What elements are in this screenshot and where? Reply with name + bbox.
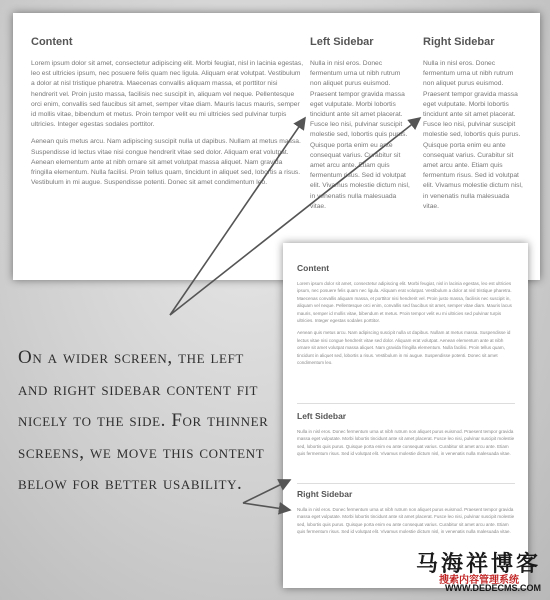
narrow-left-sidebar-heading: Left Sidebar — [297, 411, 347, 421]
watermark-url: WWW.DEDECMS.COM — [445, 583, 541, 593]
wide-content-column — [31, 36, 304, 195]
wide-right-sidebar-heading: Right Sidebar — [423, 36, 495, 48]
narrow-right-sidebar-text: Nulla in nisl eros. Donec fermentum urna ut nibh rutrum non aliquet purus euismod. Praesent tempor gravida massa eget vulputate. Morbi lobortis tincidunt ante sit amet placerat. Fusce leo nisi, pulvinar suscipit molestie sed, lobortis quis purus. Quisque porta enim eu ante consequat varius. Curabitur sit amet arcu ante. Etiam quis fermentum risus. Sed id volutpat elit. Vivamus molestie dictum nisl, in venenatis nulla malesuada vitae. — [297, 507, 515, 535]
wide-right-sidebar — [423, 36, 525, 219]
narrow-left-sidebar — [297, 411, 515, 463]
narrow-content-paragraph: Lorem ipsum dolor sit amet, consectetur adipiscing elit. Morbi feugiat, nisl in lacinia egestas, leo est ultricies ipsum, nec posuere felis quam nec ligula. Aliquam erat volutpat. Vestibulum a dolor at nisl tristique pharetra. Maecenas convallis aliquam massa, et porttitor nisi hendrerit vel. Proin justo massa, facilisis nec suscipit in, aliquam vel neque. Pellentesque orci enim, convallis sed faucibus sit amet, semper vitae diam. Mauris lacus mauris, semper id mollis vitae, bibendum et metus. Proin tempor velit eu mi ultricies sed pulvinar turpis ultricies. Integer egestas sodales porttitor. — [297, 281, 512, 324]
section-divider — [297, 403, 515, 404]
watermark-sub-text: 搜索内容管理系统 — [439, 575, 519, 586]
narrow-left-sidebar-text: Nulla in nisl eros. Donec fermentum urna ut nibh rutrum non aliquet purus euismod. Praesent tempor gravida massa eget vulputate. Morbi lobortis tincidunt ante sit amet placerat. Fusce leo nisi, pulvinar suscipit molestie sed, lobortis quis purus. Quisque porta enim eu ante consequat varius. Curabitur sit amet arcu ante. Etiam quis fermentum risus. Sed id volutpat elit. Vivamus molestie dictum nisl, in venenatis nulla malesuada vitae. — [297, 429, 515, 457]
wide-content-heading: Content — [31, 36, 73, 48]
wide-layout-mockup — [13, 13, 540, 280]
narrow-right-sidebar-heading: Right Sidebar — [297, 489, 353, 499]
narrow-content-heading: Content — [297, 263, 330, 273]
caption-text: On a wider screen, the left and right sidebar content fit nicely to the side. For thinner screens, we move this content below for better usability. — [18, 347, 269, 494]
wide-right-sidebar-text: Nulla in nisl eros. Donec fermentum urna ut nibh rutrum non aliquet purus euismod. Praesent tempor gravida massa eget vulputate. Morbi lobortis tincidunt ante sit amet placerat. Fusce leo nisi, pulvinar suscipit molestie sed, lobortis quis purus. Quisque porta enim eu ante consequat varius. Curabitur sit amet arcu ante. Etiam quis fermentum risus. Sed id volutpat elit. Vivamus molestie dictum nisl, in venenatis nulla malesuada vitae. — [423, 60, 523, 210]
watermark-logo — [395, 547, 545, 597]
narrow-content-section — [297, 263, 515, 371]
wide-content-paragraph: Lorem ipsum dolor sit amet, consectetur adipiscing elit. Morbi feugiat, nisl in lacinia egestas, leo est ultricies ipsum, nec posuere felis quam nec ligula. Aliquam erat volutpat. Vestibulum a dolor at nisl tristique pharetra. Maecenas convallis aliquam massa, et porttitor nisi hendrerit vel. Proin justo massa, facilisis nec suscipit in, aliquam vel neque. Pellentesque orci enim, convallis sed faucibus sit amet, semper vitae diam. Mauris lacus mauris, semper id mollis vitae, bibendum et metus. Proin tempor velit eu mi ultricies sed pulvinar turpis ultricies. Integer egestas sodales porttitor. — [31, 60, 304, 129]
narrow-content-paragraph: Aenean quis metus arcu. Nam adipiscing suscipit nulla ut dapibus. Nullam at metus massa. Suspendisse id lectus vitae nisi congue hendrerit vitae sed dolor. Aliquam erat volutpat. Aenean elementum ante at nibh ornare sit amet volutpat massa aliquet. Nam gravida fringilla elementum. Nulla facilisi. Proin tellus quam, tincidunt in aliquet sed, lobortis a risus. Vestibulum in mi augue. Suspendisse potenti. Donec sit amet condimentum leo. — [297, 330, 511, 366]
section-divider — [297, 483, 515, 484]
narrow-right-sidebar — [297, 489, 515, 541]
wide-left-sidebar-heading: Left Sidebar — [310, 36, 374, 48]
narrow-layout-mockup — [283, 243, 528, 588]
wide-left-sidebar-text: Nulla in nisl eros. Donec fermentum urna ut nibh rutrum non aliquet purus euismod. Praesent tempor gravida massa eget vulputate. Morbi lobortis tincidunt ante sit amet placerat. Fusce leo nisi, pulvinar suscipit molestie sed, lobortis quis purus. Quisque porta enim eu ante consequat varius. Curabitur sit amet arcu ante. Etiam quis fermentum risus. Sed id volutpat elit. Vivamus molestie dictum nisl, in venenatis nulla malesuada vitae. — [310, 60, 410, 210]
wide-content-paragraph: Aenean quis metus arcu. Nam adipiscing suscipit nulla ut dapibus. Nullam at metus massa. Suspendisse id lectus vitae nisi congue hendrerit vitae sed dolor. Aliquam erat volutpat. Aenean elementum ante at nibh ornare sit amet volutpat massa aliquet. Nam gravida fringilla elementum. Nulla facilisi. Proin tellus quam, tincidunt in aliquet sed, lobortis a risus. Vestibulum in mi augue. Suspendisse potenti. Donec sit amet condimentum leo. — [31, 138, 301, 187]
watermark-main-text: 马海祥博客 — [415, 551, 541, 577]
wide-left-sidebar — [310, 36, 412, 219]
